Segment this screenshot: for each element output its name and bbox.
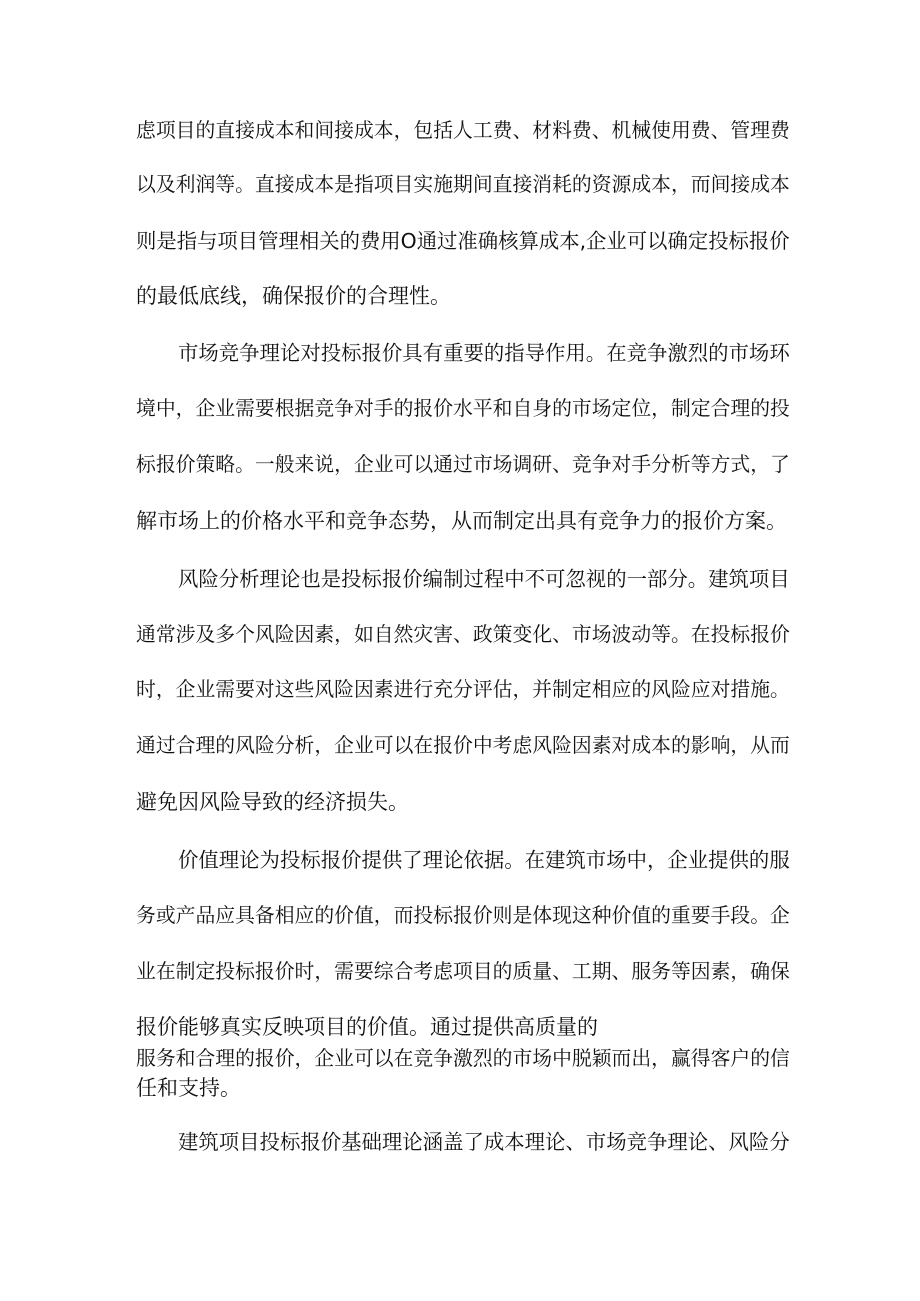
text-line: 解市场上的价格水平和竞争态势，从而制定出具有竞争力的报价方案。 <box>136 509 787 533</box>
text-line: 市场竞争理论对投标报价具有重要的指导作用。在竞争激烈的市场环 <box>178 341 790 365</box>
text-line: 的最低底线，确保报价的合理性。 <box>136 284 451 308</box>
text-line: 避免因风险导致的经济损失。 <box>136 790 409 814</box>
text-line: 以及利润等。直接成本是指项目实施期间直接消耗的资源成本，而间接成本 <box>136 173 790 196</box>
text-line: 虑项目的直接成本和间接成本，包括人工费、材料费、机械使用费、管理费 <box>136 119 790 142</box>
text-line: 境中，企业需要根据竞争对手的报价水平和自身的市场定位，制定合理的投 <box>136 397 790 420</box>
text-line: 任和支持。 <box>136 1076 241 1100</box>
text-line: 时，企业需要对这些风险因素进行充分评估，并制定相应的风险应对措施。 <box>136 678 790 701</box>
text-line: 建筑项目投标报价基础理论涵盖了成本理论、市场竞争理论、风险分 <box>178 1130 790 1154</box>
text-line: 务或产品应具备相应的价值，而投标报价则是体现这种价值的重要手段。企 <box>136 904 790 927</box>
text-line: 价值理论为投标报价提供了理论依据。在建筑市场中，企业提供的服 <box>178 848 790 872</box>
text-line: 报价能够真实反映项目的价值。通过提供高质量的 <box>136 1015 598 1039</box>
text-line: 风险分析理论也是投标报价编制过程中不可忽视的一部分。建筑项目 <box>178 567 790 591</box>
text-line: 业在制定投标报价时，需要综合考虑项目的质量、工期、服务等因素，确保 <box>136 960 790 983</box>
text-line: 服务和合理的报价，企业可以在竞争激烈的市场中脱颖而出，赢得客户的信 <box>136 1047 790 1070</box>
text-line: 通常涉及多个风险因素，如自然灾害、政策变化、市场波动等。在投标报价 <box>136 623 790 646</box>
text-line: 则是指与项目管理相关的费用O通过准确核算成本,企业可以确定投标报价 <box>136 229 790 253</box>
text-line: 通过合理的风险分析，企业可以在报价中考虑风险因素对成本的影响，从而 <box>136 734 790 757</box>
text-line: 标报价策略。一般来说，企业可以通过市场调研、竞争对手分析等方式，了 <box>136 453 790 476</box>
